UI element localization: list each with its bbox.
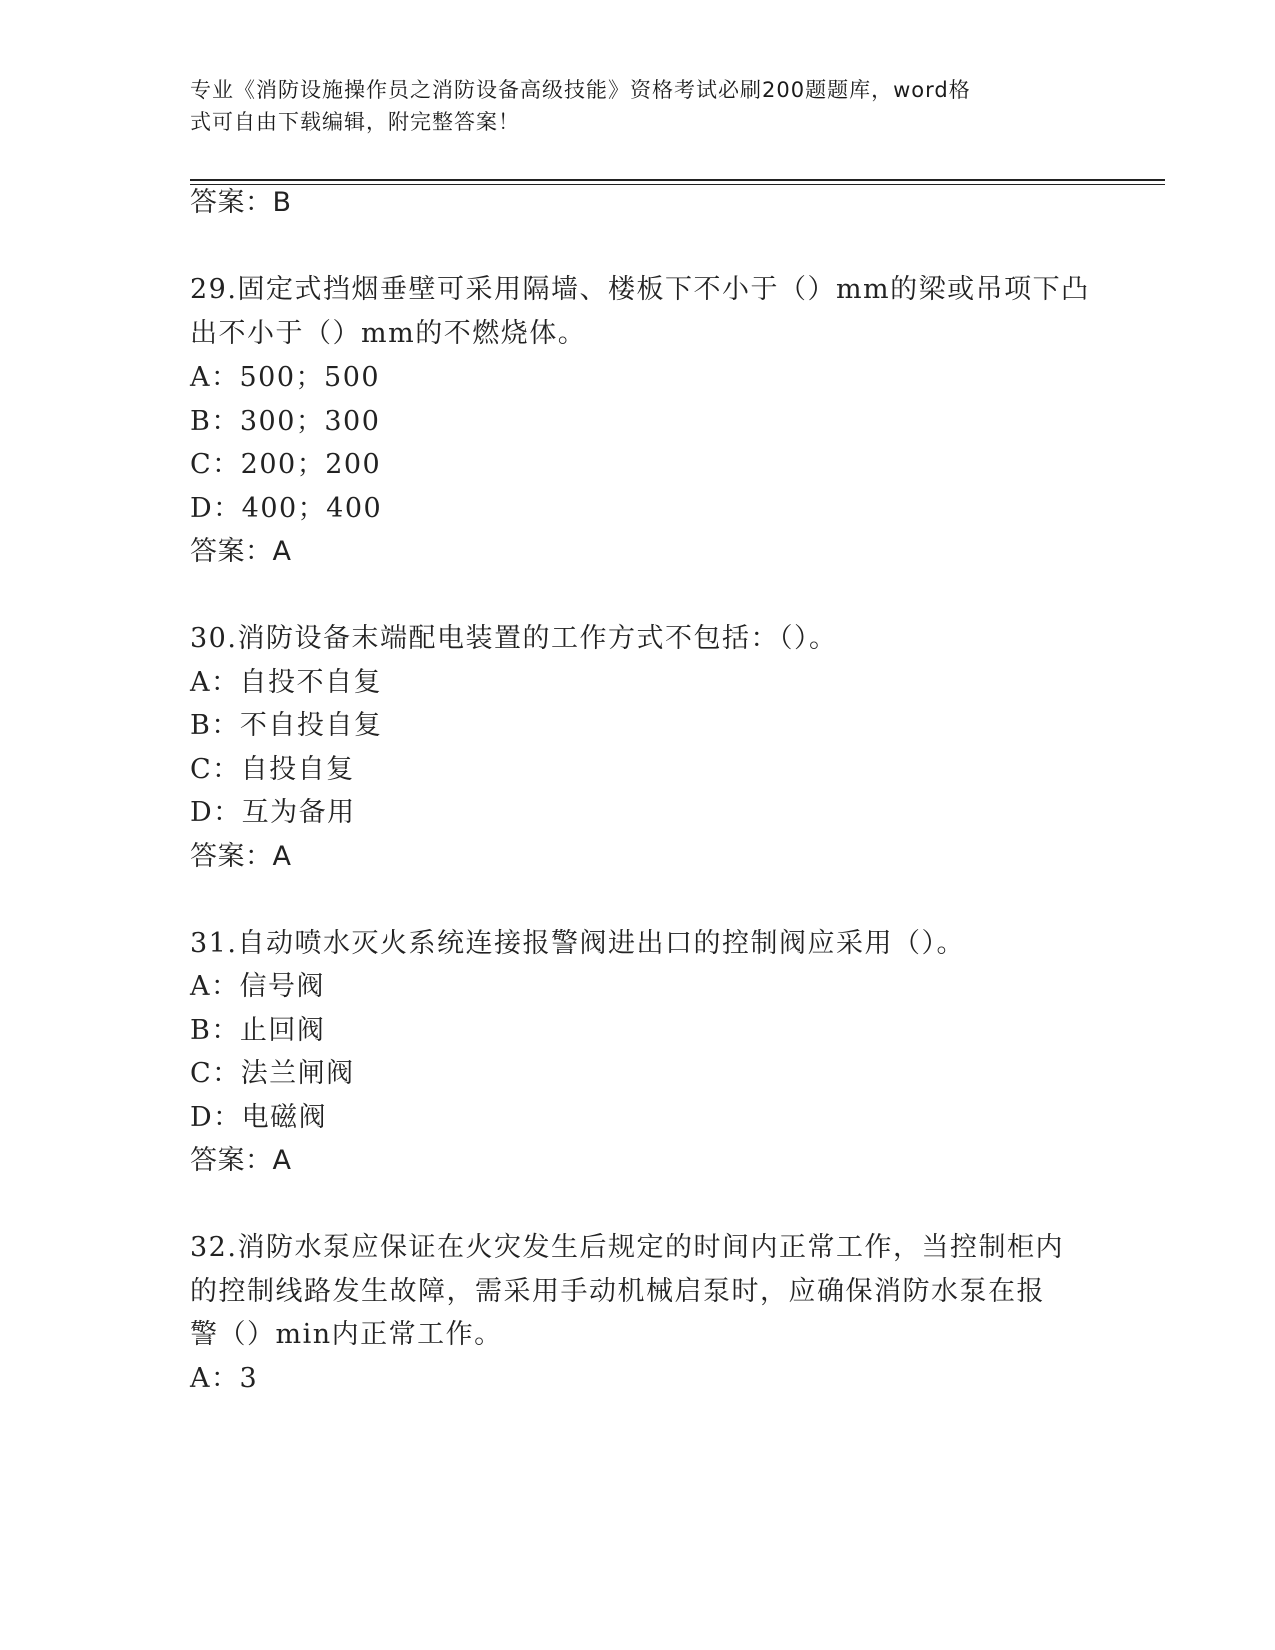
question-29-stem-line-1: 29.固定式挡烟垂壁可采用隔墙、楼板下不小于（）mm的梁或吊项下凸 xyxy=(190,274,1090,305)
question-31-stem-line-1: 31.自动喷水灭火系统连接报警阀进出口的控制阀应采用（）。 xyxy=(190,928,965,959)
question-32-option-a: A：3 xyxy=(190,1363,259,1394)
question-31-answer: 答案：A xyxy=(190,1145,292,1176)
header-divider-thick xyxy=(190,179,1165,181)
question-29-option-b: B：300；300 xyxy=(190,406,381,437)
question-32-stem-line-1: 32.消防水泵应保证在火灾发生后规定的时间内正常工作，当控制柜内 xyxy=(190,1232,1064,1263)
question-32-stem-line-2: 的控制线路发生故障，需采用手动机械启泵时，应确保消防水泵在报 xyxy=(190,1276,1045,1307)
question-31-option-b: B：止回阀 xyxy=(190,1015,326,1046)
question-29-stem-line-2: 出不小于（）mm的不燃烧体。 xyxy=(190,318,587,349)
header-divider-thin xyxy=(190,184,1165,185)
question-30-answer: 答案：A xyxy=(190,841,292,872)
previous-answer: 答案：B xyxy=(190,187,292,218)
question-31-option-a: A：信号阀 xyxy=(190,971,325,1002)
header-line-2: 式可自由下载编辑，附完整答案！ xyxy=(190,110,520,134)
question-30-option-c: C：自投自复 xyxy=(190,754,355,785)
question-29-answer: 答案：A xyxy=(190,536,292,567)
question-29-option-c: C：200；200 xyxy=(190,449,382,480)
question-30-stem-line-1: 30.消防设备末端配电装置的工作方式不包括：（）。 xyxy=(190,623,838,654)
question-30-option-d: D：互为备用 xyxy=(190,797,356,828)
question-30-option-b: B：不自投自复 xyxy=(190,710,383,741)
question-30-option-a: A：自投不自复 xyxy=(190,667,382,698)
question-31-option-c: C：法兰闸阀 xyxy=(190,1058,355,1089)
question-29-option-a: A：500；500 xyxy=(190,362,381,393)
header-line-1: 专业《消防设施操作员之消防设备高级技能》资格考试必刷200题题库，word格 xyxy=(190,78,971,102)
question-32-stem-line-3: 警（）min内正常工作。 xyxy=(190,1319,503,1350)
question-31-option-d: D：电磁阀 xyxy=(190,1102,328,1133)
question-29-option-d: D：400；400 xyxy=(190,493,383,524)
document-header xyxy=(190,74,1090,138)
